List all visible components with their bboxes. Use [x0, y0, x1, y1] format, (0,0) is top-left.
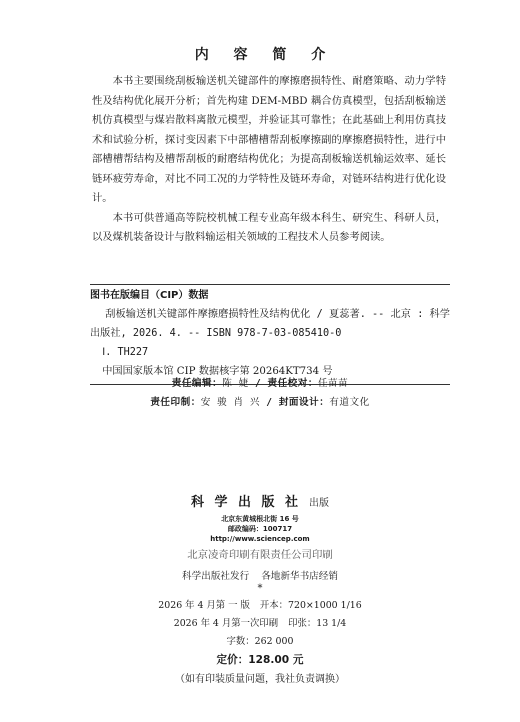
- cip-block: [90, 284, 450, 385]
- issuer: 科学出版社发行: [182, 571, 250, 582]
- sellers: 各地新华书店经销: [261, 571, 338, 582]
- distribution-line: [0, 568, 520, 582]
- cover-designer: 有道文化: [329, 397, 370, 408]
- proofreader-name: 任苗苗: [317, 378, 349, 389]
- credits-line-production: [0, 395, 520, 411]
- publisher-block: [0, 491, 520, 544]
- editor-label: 责任编辑：: [171, 378, 223, 389]
- cip-classification: Ⅰ. TH227: [102, 347, 149, 358]
- proofreader-label: / 责任校对：: [248, 378, 318, 389]
- publisher-postcode: 邮政编码：100717: [227, 525, 293, 533]
- quality-notice: （如有印装质量问题，我社负责调换）: [175, 674, 345, 685]
- summary-paragraph-1: 本书主要围绕刮板输送机关键部件的摩擦磨损特性、耐磨策略、动力学特性及结构优化展开分析；首先构建 DEM-MBD 耦合仿真模型，包括刮板输送机仿真模型与煤岩散料离散元模型，并验证其可靠性；在此基础上利用仿真技术和试验分析，探讨变因素下中部槽槽帮刮板摩擦副的摩擦磨损特性，进行中部槽槽帮结构及槽帮刮板的耐磨结构优化；为提高刮板输送机输运效率、延长链环疲劳寿命，对比不同工况的力学特性及链环寿命，对链环结构进行优化设计。: [92, 75, 446, 204]
- edition-line: [0, 597, 520, 611]
- printing-line: [0, 615, 520, 629]
- cip-entry: 刮板输送机关键部件摩擦磨损特性及结构优化 / 夏蕊著. -- 北京 : 科学出版社, 2026. 4. -- ISBN 978-7-03-085410-0: [90, 309, 450, 339]
- publisher-logo: 科 学 出 版 社: [190, 495, 302, 510]
- publisher-address: 北京东黄城根北街 16 号: [221, 515, 299, 523]
- cip-heading: 图书在版编目（CIP）数据: [90, 290, 209, 301]
- printing-label: 责任印制：: [150, 397, 201, 408]
- summary-paragraph-2: 本书可供普通高等院校机械工程专业高年级本科生、研究生、科研人员，以及煤机装备设计与散料输运相关领域的工程技术人员参考阅读。: [92, 211, 446, 243]
- credits-line-editors: [0, 376, 520, 392]
- print-sheets: 印张：13 1/4: [288, 618, 347, 629]
- cover-design-label: / 封面设计：: [260, 397, 330, 408]
- publisher-website: http://www.sciencep.com: [210, 535, 310, 543]
- first-edition: 2026 年 4 月第 一 版: [158, 600, 250, 611]
- separator-star: *: [257, 583, 263, 594]
- word-count: 字数：262 000: [226, 636, 294, 647]
- content-summary: [92, 72, 446, 248]
- cip-record-number: 中国国家版本馆 CIP 数据核字第 20264KT734 号: [102, 366, 333, 377]
- first-printing: 2026 年 4 月第一次印刷: [173, 618, 279, 629]
- printing-names: 安 骏 肖 兴: [200, 397, 260, 408]
- page-title: 内 容 简 介: [194, 47, 336, 63]
- book-format: 开本：720×1000 1/16: [259, 600, 362, 611]
- publisher-suffix: 出版: [309, 498, 330, 509]
- price: 定价：128.00 元: [216, 654, 304, 666]
- editor-name: 陈 婕: [222, 378, 249, 389]
- printer-name: 北京凌奇印刷有限责任公司印刷: [187, 549, 333, 561]
